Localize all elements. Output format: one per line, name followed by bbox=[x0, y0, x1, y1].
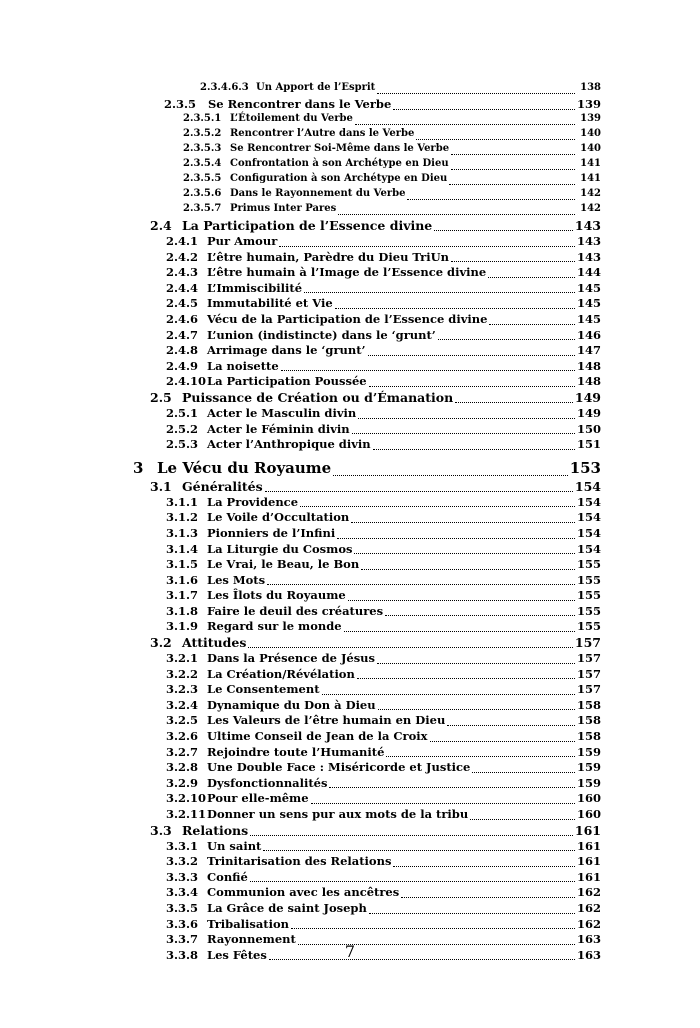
dot-leader bbox=[351, 522, 575, 523]
toc-entry-page: 148 bbox=[576, 358, 601, 373]
toc-entry[interactable] bbox=[0, 406, 700, 422]
dot-leader bbox=[416, 139, 575, 140]
dot-leader bbox=[361, 569, 575, 570]
toc-entry-number: 3.2.6 bbox=[166, 729, 199, 744]
toc-entry-title: Se Rencontrer Soi-Même dans le Verbe bbox=[230, 143, 450, 154]
toc-entry-page: 162 bbox=[576, 885, 601, 900]
toc-entry-number: 2.5.1 bbox=[166, 405, 199, 420]
toc-entry-number: 2.3.5.6 bbox=[183, 188, 222, 199]
toc-entry[interactable] bbox=[0, 296, 700, 312]
toc-entry-title: Un saint bbox=[207, 838, 262, 853]
toc-entry[interactable] bbox=[0, 510, 700, 526]
dot-leader bbox=[369, 386, 575, 387]
toc-entry[interactable] bbox=[0, 173, 700, 188]
toc-entry-number: 2.3.5.4 bbox=[183, 158, 222, 169]
toc-entry-number: 2.3.5.3 bbox=[183, 143, 222, 154]
toc-entry-title: Dans le Rayonnement du Verbe bbox=[230, 188, 406, 199]
toc-entry-number: 3.3.3 bbox=[166, 869, 199, 884]
toc-entry-page: 144 bbox=[576, 265, 601, 280]
toc-entry-page: 158 bbox=[576, 729, 601, 744]
toc-entry-title: Faire le deuil des créatures bbox=[207, 603, 384, 618]
toc-entry-title: Dynamique du Don à Dieu bbox=[207, 697, 376, 712]
toc-entry-number: 3.2.10 bbox=[166, 791, 207, 806]
toc-entry-page: 161 bbox=[576, 854, 601, 869]
dot-leader bbox=[470, 819, 575, 820]
toc-entry-page: 161 bbox=[576, 838, 601, 853]
toc-entry-title: Généralités bbox=[182, 478, 263, 494]
toc-entry[interactable] bbox=[0, 158, 700, 173]
toc-entry-page: 155 bbox=[576, 603, 601, 618]
dot-leader bbox=[335, 308, 575, 309]
dot-leader bbox=[455, 402, 573, 403]
toc-entry-number: 3.2.9 bbox=[166, 775, 199, 790]
toc-entry-page: 161 bbox=[576, 869, 601, 884]
toc-entry-title: Donner un sens pur aux mots de la tribu bbox=[207, 807, 469, 821]
toc-entry-page: 139 bbox=[576, 97, 601, 111]
toc-entry-title: Un Apport de l’Esprit bbox=[256, 82, 376, 93]
dot-leader bbox=[281, 370, 575, 371]
toc-entry-number: 2.4.4 bbox=[166, 280, 199, 295]
toc-entry-number: 3.1.4 bbox=[166, 541, 199, 556]
toc-entry-number: 3.2 bbox=[150, 635, 172, 651]
dot-leader bbox=[378, 709, 575, 710]
page-number: 7 bbox=[344, 942, 356, 961]
toc-entry-title: Pour elle-même bbox=[207, 791, 309, 806]
toc-entry-number: 3 bbox=[133, 458, 144, 477]
toc-entry-page: 146 bbox=[576, 327, 601, 342]
dot-leader bbox=[333, 475, 567, 476]
toc-entry-number: 3.2.7 bbox=[166, 744, 199, 759]
toc-entry-number: 3.3.4 bbox=[166, 885, 199, 900]
dot-leader bbox=[329, 787, 575, 788]
toc-entry-title: Les Valeurs de l’être humain en Dieu bbox=[207, 713, 446, 728]
toc-entry-page: 162 bbox=[576, 916, 601, 931]
toc-entry-number: 3.3.7 bbox=[166, 932, 199, 947]
toc-entry-page: 163 bbox=[576, 932, 601, 947]
dot-leader bbox=[401, 897, 575, 898]
toc-entry[interactable] bbox=[0, 698, 700, 714]
toc-entry-title: Rejoindre toute l’Humanité bbox=[207, 744, 385, 759]
toc-entry-number: 2.3.5.2 bbox=[183, 128, 222, 139]
dot-leader bbox=[355, 124, 575, 125]
toc-entry[interactable] bbox=[0, 823, 700, 839]
dot-leader bbox=[348, 600, 575, 601]
toc-entry-page: 154 bbox=[576, 510, 601, 525]
toc-entry-title: La Providence bbox=[207, 494, 299, 509]
toc-entry[interactable] bbox=[0, 97, 700, 113]
toc-entry-page: 157 bbox=[576, 666, 601, 681]
toc-entry[interactable] bbox=[0, 312, 700, 328]
toc-entry-title: Ultime Conseil de Jean de la Croix bbox=[207, 729, 428, 744]
toc-entry-title: L’être humain, Parèdre du Dieu TriUn bbox=[207, 249, 449, 264]
toc-entry-title: Vécu de la Participation de l’Essence divine bbox=[207, 311, 488, 326]
toc-entry[interactable] bbox=[0, 839, 700, 855]
dot-leader bbox=[449, 184, 575, 185]
dot-leader bbox=[451, 154, 575, 155]
toc-entry-page: 141 bbox=[580, 158, 601, 169]
toc-entry-title: Acter le Masculin divin bbox=[207, 405, 357, 420]
toc-entry-number: 2.4.3 bbox=[166, 265, 199, 280]
toc-entry-number: 2.3.4.6.3 bbox=[200, 82, 249, 93]
toc-entry-number: 3.2.8 bbox=[166, 760, 199, 775]
dot-leader bbox=[279, 246, 575, 247]
toc-entry-page: 142 bbox=[580, 188, 601, 199]
toc-entry-number: 3.2.3 bbox=[166, 682, 199, 697]
toc-entry-page: 149 bbox=[574, 389, 601, 405]
toc-entry-title: Regard sur le monde bbox=[207, 619, 342, 634]
toc-entry-number: 2.4.9 bbox=[166, 358, 199, 373]
toc-entry-page: 151 bbox=[576, 437, 601, 452]
toc-entry-number: 2.4.2 bbox=[166, 249, 199, 264]
toc-entry-title: Les Fêtes bbox=[207, 947, 267, 962]
toc-entry-title: Les Îlots du Royaume bbox=[207, 588, 346, 603]
toc-entry-page: 153 bbox=[569, 458, 601, 477]
toc-entry-page: 155 bbox=[576, 557, 601, 572]
toc-entry[interactable] bbox=[0, 901, 700, 917]
toc-entry-title: Le Vécu du Royaume bbox=[157, 458, 332, 477]
toc-entry-number: 3.3.8 bbox=[166, 947, 199, 962]
toc-entry-title: Tribalisation bbox=[207, 916, 290, 931]
dot-leader bbox=[354, 553, 575, 554]
toc-entry-title: L’Immiscibilité bbox=[207, 280, 303, 295]
toc-entry-number: 3.1.1 bbox=[166, 494, 199, 509]
toc-entry-number: 3.3.2 bbox=[166, 854, 199, 869]
toc-entry[interactable] bbox=[0, 651, 700, 667]
dot-leader bbox=[248, 647, 573, 648]
toc-entry[interactable] bbox=[0, 495, 700, 511]
dot-leader bbox=[447, 725, 575, 726]
dot-leader bbox=[385, 615, 575, 616]
toc-entry[interactable] bbox=[0, 250, 700, 266]
toc-entry[interactable] bbox=[0, 682, 700, 698]
toc-entry-title: Se Rencontrer dans le Verbe bbox=[208, 97, 392, 111]
toc-entry-title: La Participation de l’Essence divine bbox=[182, 218, 433, 233]
toc-entry[interactable] bbox=[0, 82, 700, 97]
toc-entry-page: 140 bbox=[580, 128, 601, 139]
toc-entry[interactable] bbox=[0, 729, 700, 745]
toc-entry-page: 161 bbox=[574, 822, 601, 838]
toc-entry[interactable] bbox=[0, 635, 700, 651]
toc-entry-title: Le Vrai, le Beau, le Bon bbox=[207, 557, 360, 572]
toc-entry-title: L’être humain à l’Image de l’Essence divine bbox=[207, 265, 487, 280]
toc-entry[interactable] bbox=[0, 234, 700, 250]
dot-leader bbox=[430, 741, 575, 742]
toc-entry-page: 142 bbox=[580, 203, 601, 214]
toc-entry-number: 2.4.5 bbox=[166, 296, 199, 311]
toc-entry-number: 3.1.9 bbox=[166, 619, 199, 634]
toc-entry-title: L’Étoilement du Verbe bbox=[230, 113, 353, 124]
toc-entry-number: 3.1 bbox=[150, 478, 172, 494]
toc-entry-title: Attitudes bbox=[182, 635, 247, 651]
toc-entry-number: 3.1.8 bbox=[166, 603, 199, 618]
toc-entry-page: 147 bbox=[576, 343, 601, 358]
toc-entry-number: 3.3.6 bbox=[166, 916, 199, 931]
toc-entry[interactable] bbox=[0, 573, 700, 589]
toc-entry-title: Une Double Face : Miséricorde et Justice bbox=[207, 760, 471, 775]
toc-entry[interactable] bbox=[0, 885, 700, 901]
toc-entry-number: 2.5.3 bbox=[166, 437, 199, 452]
toc-entry-page: 145 bbox=[576, 280, 601, 295]
toc-entry-page: 148 bbox=[576, 374, 601, 389]
toc-entry[interactable] bbox=[0, 588, 700, 604]
toc-entry-page: 155 bbox=[576, 572, 601, 587]
dot-leader bbox=[434, 230, 573, 231]
toc-entry-title: Dysfonctionnalités bbox=[207, 775, 328, 790]
toc-entry-title: Le Consentement bbox=[207, 682, 320, 697]
toc-entry-page: 155 bbox=[576, 619, 601, 634]
toc-entry-number: 3.3.1 bbox=[166, 838, 199, 853]
dot-leader bbox=[265, 491, 573, 492]
toc-entry[interactable] bbox=[0, 128, 700, 143]
toc-entry-page: 157 bbox=[576, 682, 601, 697]
toc-entry-number: 2.5.2 bbox=[166, 421, 199, 436]
toc-entry-title: Immutabilité et Vie bbox=[207, 296, 333, 311]
dot-leader bbox=[250, 881, 575, 882]
toc-entry[interactable] bbox=[0, 745, 700, 761]
toc-entry[interactable] bbox=[0, 265, 700, 281]
toc-entry[interactable] bbox=[0, 526, 700, 542]
toc-entry[interactable] bbox=[0, 870, 700, 886]
toc-entry-title: Confié bbox=[207, 869, 248, 884]
toc-entry[interactable] bbox=[0, 479, 700, 495]
toc-entry-title: Pionniers de l’Infini bbox=[207, 525, 336, 540]
toc-entry-title: Pur Amour bbox=[207, 234, 278, 248]
toc-entry-title: Dans la Présence de Jésus bbox=[207, 651, 376, 666]
toc-entry-number: 3.2.4 bbox=[166, 697, 199, 712]
toc-entry-title: Configuration à son Archétype en Dieu bbox=[230, 173, 448, 184]
toc-entry-page: 159 bbox=[576, 744, 601, 759]
toc-entry-title: Relations bbox=[182, 822, 249, 838]
dot-leader bbox=[451, 261, 575, 262]
dot-leader bbox=[352, 433, 575, 434]
toc-entry-page: 145 bbox=[576, 311, 601, 326]
toc-entry-title: Primus Inter Pares bbox=[230, 203, 337, 214]
toc-entry-title: Rayonnement bbox=[207, 932, 296, 947]
toc-entry-page: 158 bbox=[576, 713, 601, 728]
toc-entry-number: 3.1.3 bbox=[166, 525, 199, 540]
toc-entry-title: Acter l’Anthropique divin bbox=[207, 437, 371, 452]
toc-entry-number: 2.3.5.7 bbox=[183, 203, 222, 214]
dot-leader bbox=[357, 678, 575, 679]
toc-entry[interactable] bbox=[0, 854, 700, 870]
toc-entry-number: 3.3.5 bbox=[166, 900, 199, 915]
toc-entry[interactable] bbox=[0, 604, 700, 620]
toc-entry-number: 3.1.5 bbox=[166, 557, 199, 572]
toc-entry-page: 154 bbox=[576, 494, 601, 509]
toc-entry[interactable] bbox=[0, 113, 700, 128]
toc-entry-number: 3.2.2 bbox=[166, 666, 199, 681]
toc-entry-title: La Participation Poussée bbox=[207, 374, 367, 389]
toc-entry-number: 2.4.10 bbox=[166, 374, 207, 389]
toc-entry-number: 3.2.11 bbox=[166, 807, 207, 821]
dot-leader bbox=[267, 584, 575, 585]
table-of-contents bbox=[0, 82, 700, 963]
toc-entry-number: 2.3.5.5 bbox=[183, 173, 222, 184]
toc-entry-number: 2.4.1 bbox=[166, 234, 199, 248]
toc-entry-title: Trinitarisation des Relations bbox=[207, 854, 392, 869]
dot-leader bbox=[386, 756, 575, 757]
toc-entry[interactable] bbox=[0, 807, 700, 823]
toc-entry-number: 2.4 bbox=[150, 218, 172, 233]
toc-entry[interactable] bbox=[0, 359, 700, 375]
dot-leader bbox=[438, 339, 575, 340]
toc-entry-page: 141 bbox=[580, 173, 601, 184]
dot-leader bbox=[344, 631, 575, 632]
dot-leader bbox=[451, 169, 575, 170]
toc-entry-title: Confrontation à son Archétype en Dieu bbox=[230, 158, 449, 169]
dot-leader bbox=[358, 418, 575, 419]
toc-entry-title: Les Mots bbox=[207, 572, 266, 587]
dot-leader bbox=[489, 324, 575, 325]
toc-entry-title: Rencontrer l’Autre dans le Verbe bbox=[230, 128, 415, 139]
toc-entry-page: 163 bbox=[576, 947, 601, 962]
toc-entry-title: Arrimage dans le ‘grunt’ bbox=[207, 343, 366, 358]
dot-leader bbox=[304, 292, 575, 293]
toc-entry-number: 3.1.2 bbox=[166, 510, 199, 525]
toc-entry[interactable] bbox=[0, 791, 700, 807]
dot-leader bbox=[291, 928, 575, 929]
toc-entry[interactable] bbox=[0, 328, 700, 344]
dot-leader bbox=[368, 355, 575, 356]
toc-entry[interactable] bbox=[0, 917, 700, 933]
toc-entry-number: 3.3 bbox=[150, 822, 172, 838]
dot-leader bbox=[377, 93, 575, 94]
toc-entry-page: 160 bbox=[576, 791, 601, 806]
toc-entry[interactable] bbox=[0, 188, 700, 203]
toc-entry-page: 159 bbox=[576, 760, 601, 775]
dot-leader bbox=[393, 866, 575, 867]
toc-entry-title: La Grâce de saint Joseph bbox=[207, 900, 367, 915]
toc-entry[interactable] bbox=[0, 374, 700, 390]
toc-entry-page: 154 bbox=[576, 525, 601, 540]
toc-entry[interactable] bbox=[0, 619, 700, 635]
toc-entry-page: 143 bbox=[574, 218, 601, 233]
toc-entry-page: 154 bbox=[576, 541, 601, 556]
dot-leader bbox=[311, 803, 575, 804]
toc-entry-title: Le Voile d’Occultation bbox=[207, 510, 350, 525]
toc-entry[interactable] bbox=[0, 143, 700, 158]
toc-entry-page: 162 bbox=[576, 900, 601, 915]
dot-leader bbox=[337, 538, 575, 539]
dot-leader bbox=[300, 506, 575, 507]
toc-entry[interactable] bbox=[0, 390, 700, 406]
toc-entry[interactable] bbox=[0, 203, 700, 218]
toc-entry[interactable] bbox=[0, 422, 700, 438]
toc-entry-number: 2.3.5 bbox=[164, 97, 197, 111]
toc-entry-page: 160 bbox=[576, 807, 601, 821]
dot-leader bbox=[472, 772, 575, 773]
toc-entry-page: 138 bbox=[580, 82, 601, 93]
dot-leader bbox=[369, 913, 575, 914]
toc-entry-number: 2.4.6 bbox=[166, 311, 199, 326]
dot-leader bbox=[263, 850, 575, 851]
toc-entry[interactable] bbox=[0, 281, 700, 297]
toc-entry[interactable] bbox=[0, 776, 700, 792]
toc-entry[interactable] bbox=[0, 667, 700, 683]
toc-entry[interactable] bbox=[0, 542, 700, 558]
toc-entry-page: 143 bbox=[576, 234, 601, 248]
toc-entry-page: 139 bbox=[580, 113, 601, 124]
toc-entry[interactable] bbox=[0, 760, 700, 776]
toc-entry-page: 145 bbox=[576, 296, 601, 311]
dot-leader bbox=[488, 277, 575, 278]
toc-entry-number: 2.4.8 bbox=[166, 343, 199, 358]
dot-leader bbox=[393, 109, 575, 110]
toc-entry-page: 140 bbox=[580, 143, 601, 154]
toc-entry-title: Communion avec les ancêtres bbox=[207, 885, 400, 900]
toc-entry-number: 2.3.5.1 bbox=[183, 113, 222, 124]
toc-entry-number: 2.5 bbox=[150, 389, 172, 405]
dot-leader bbox=[322, 694, 575, 695]
dot-leader bbox=[377, 663, 575, 664]
toc-entry-number: 2.4.7 bbox=[166, 327, 199, 342]
toc-entry[interactable] bbox=[0, 343, 700, 359]
toc-entry-title: La Création/Révélation bbox=[207, 666, 355, 681]
toc-entry-title: La Liturgie du Cosmos bbox=[207, 541, 353, 556]
toc-entry-page: 157 bbox=[576, 651, 601, 666]
toc-entry-page: 150 bbox=[576, 421, 601, 436]
toc-entry[interactable] bbox=[0, 557, 700, 573]
toc-entry[interactable] bbox=[0, 713, 700, 729]
toc-entry-page: 159 bbox=[576, 775, 601, 790]
toc-entry[interactable] bbox=[0, 218, 700, 234]
toc-entry[interactable] bbox=[0, 459, 700, 479]
dot-leader bbox=[250, 835, 573, 836]
toc-entry-title: La noisette bbox=[207, 358, 279, 373]
dot-leader bbox=[338, 214, 575, 215]
toc-entry-number: 3.2.1 bbox=[166, 651, 199, 666]
dot-leader bbox=[373, 449, 575, 450]
toc-entry-page: 155 bbox=[576, 588, 601, 603]
toc-entry-title: L’union (indistincte) dans le ‘grunt’ bbox=[207, 327, 436, 342]
toc-entry-page: 158 bbox=[576, 697, 601, 712]
toc-entry-page: 157 bbox=[574, 635, 601, 651]
toc-entry-page: 149 bbox=[576, 405, 601, 420]
toc-entry-title: Acter le Féminin divin bbox=[207, 421, 350, 436]
toc-entry-page: 154 bbox=[574, 478, 601, 494]
toc-entry-page: 143 bbox=[576, 249, 601, 264]
dot-leader bbox=[407, 199, 575, 200]
toc-entry-number: 3.1.6 bbox=[166, 572, 199, 587]
toc-entry-number: 3.2.5 bbox=[166, 713, 199, 728]
toc-entry-number: 3.1.7 bbox=[166, 588, 199, 603]
toc-entry[interactable] bbox=[0, 437, 700, 453]
toc-entry-title: Puissance de Création ou d’Émanation bbox=[182, 389, 454, 405]
